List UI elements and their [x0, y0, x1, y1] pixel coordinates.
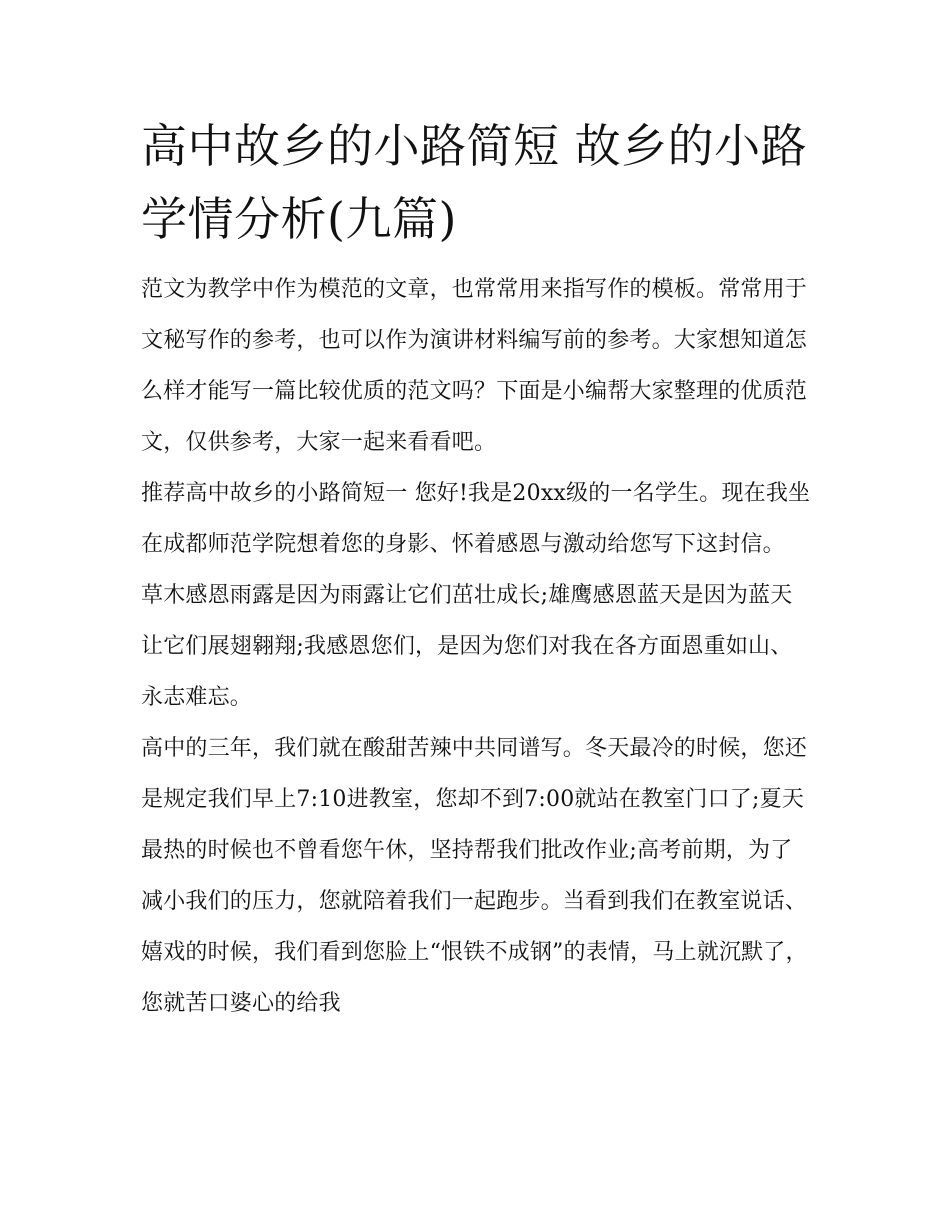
paragraph-intro: 范文为教学中作为模范的文章，也常常用来指写作的模板。常常用于文秘写作的参考，也可以作为演讲材料编写前的参考。大家想知道怎么样才能写一篇比较优质的范文吗？下面是小编帮大家整理的优质范文，仅供参考，大家一起来看看吧。: [141, 277, 808, 455]
document-title: 高中故乡的小路简短 故乡的小路学情分析(九篇): [141, 119, 808, 246]
paragraph-letter-opening: 推荐高中故乡的小路简短一 您好!我是20xx级的一名学生。现在我坐在成都师范学院想着您的身影、怀着感恩与激动给您写下这封信。: [141, 481, 811, 557]
paragraph-gratitude: 草木感恩雨露是因为雨露让它们茁壮成长;雄鹰感恩蓝天是因为蓝天让它们展翅翱翔;我感恩您们，是因为您们对我在各方面恩重如山、永志难忘。: [141, 583, 793, 710]
document-body: [141, 110, 813, 1029]
paragraph-high-school-memories: 高中的三年，我们就在酸甜苦辣中共同谱写。冬天最冷的时候，您还是规定我们早上7:10进教室，您却不到7:00就站在教室门口了;夏天最热的时候也不曾看您午休，坚持帮我们批改作业;高考前期，为了减小我们的压力，您就陪着我们一起跑步。当看到我们在教室说话、嬉戏的时候，我们看到您脸上“恨铁不成钢”的表情，马上就沉默了，您就苦口婆心的给我: [141, 736, 808, 1016]
